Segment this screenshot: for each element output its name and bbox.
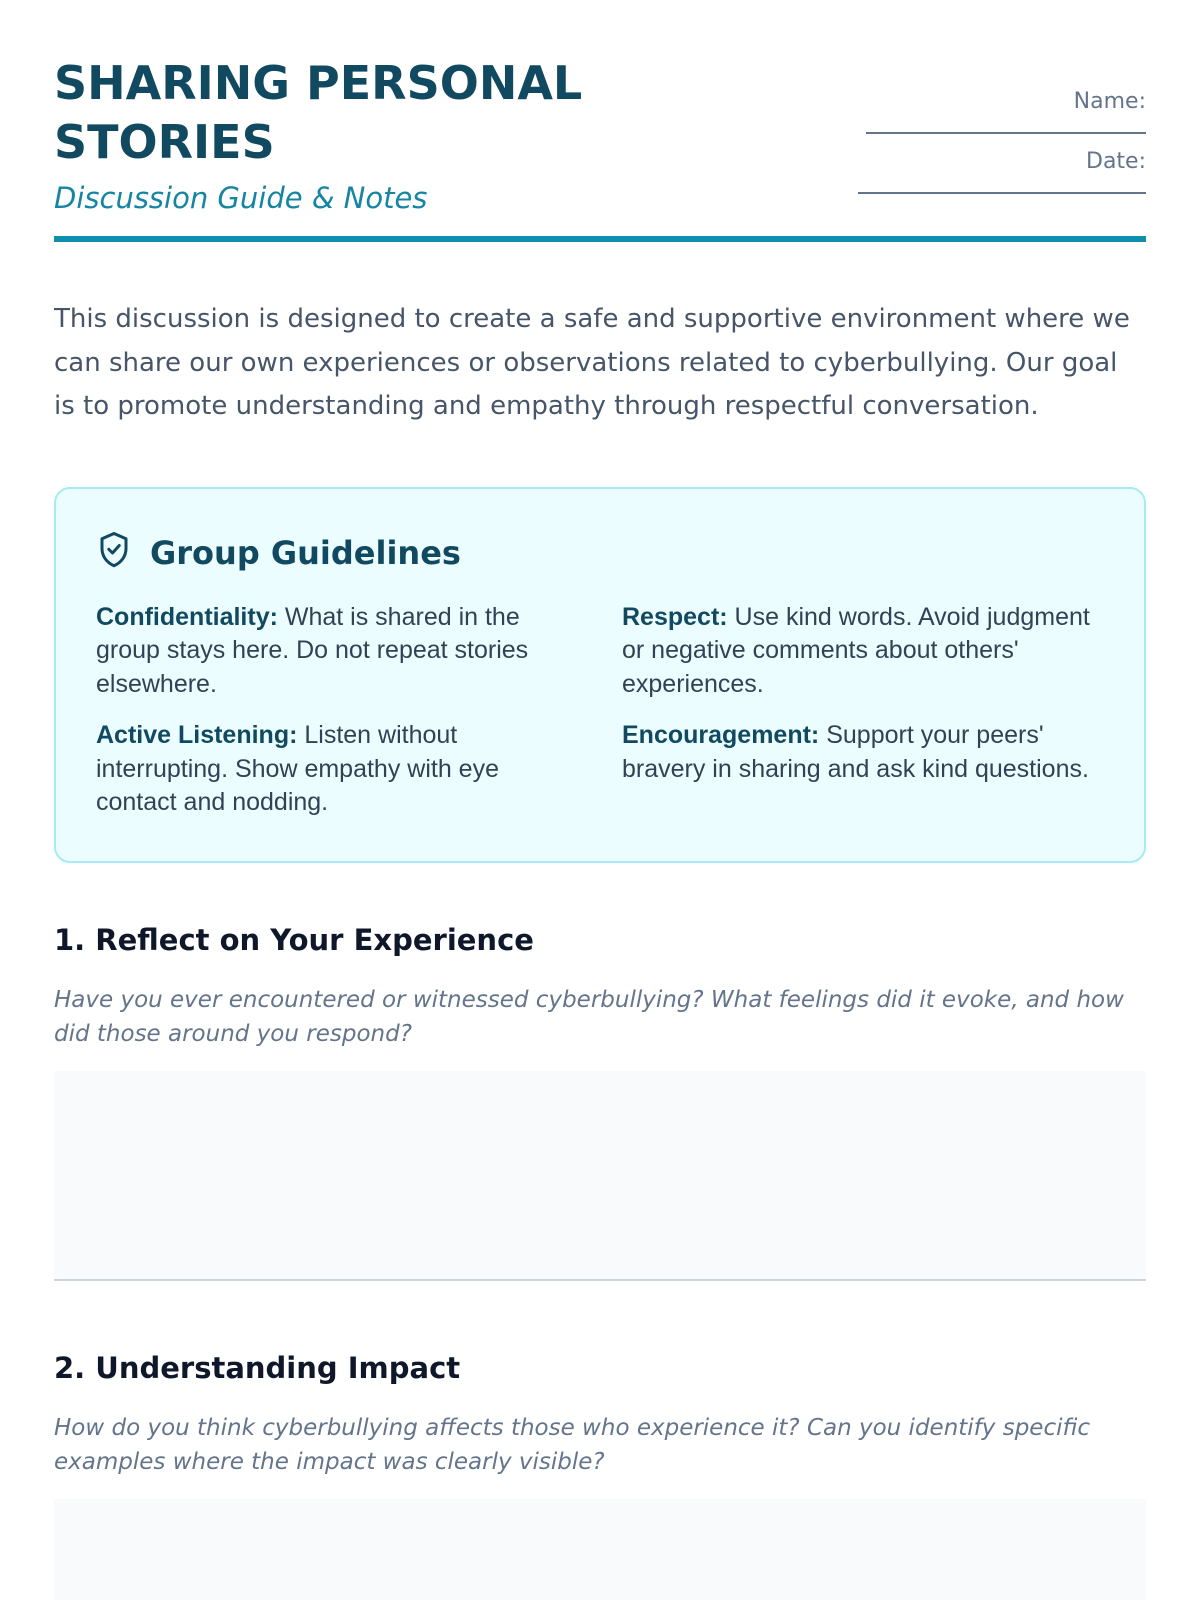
section-title: 2. Understanding Impact bbox=[54, 1350, 461, 1385]
guideline-key: Respect: bbox=[622, 602, 728, 631]
meta-fields bbox=[856, 54, 1146, 208]
section-title: 1. Reflect on Your Experience bbox=[54, 922, 534, 957]
guideline-text: Support your peers' bravery in sharing and ask kind questions. bbox=[622, 721, 1089, 783]
name-field[interactable] bbox=[866, 124, 1146, 134]
guideline-text: Listen without interrupting. Show empathy with eye contact and nodding. bbox=[96, 721, 499, 816]
guideline-key: Encouragement: bbox=[622, 721, 820, 749]
answer-area[interactable] bbox=[54, 1499, 1146, 1600]
guideline-text: What is shared in the group stays here. Do not repeat stories elsewhere. bbox=[96, 602, 529, 698]
intro-paragraph: This discussion is designed to create a safe and supportive environment where we can share our own experiences or observations related to cyberbullying. Our goal is to promote understanding and empathy through respectful conversation. bbox=[54, 304, 1130, 421]
section-prompt: How do you think cyberbullying affects those who experience it? Can you identify specific examples where the impact was clearly visible? bbox=[54, 1414, 1090, 1475]
title-block bbox=[54, 54, 754, 216]
page-title: SHARING PERSONAL STORIES bbox=[54, 56, 583, 169]
guideline-active-listening bbox=[96, 719, 578, 820]
section-understanding-impact bbox=[54, 1349, 1146, 1600]
page-subtitle: Discussion Guide & Notes bbox=[54, 181, 428, 215]
name-label: Name: bbox=[1073, 89, 1146, 114]
guidelines-grid bbox=[96, 601, 1104, 820]
guideline-encouragement bbox=[622, 719, 1104, 820]
date-label: Date: bbox=[1086, 149, 1146, 174]
guideline-text: Use kind words. Avoid judgment or negative comments about others' experiences. bbox=[622, 602, 1090, 698]
answer-area[interactable] bbox=[54, 1071, 1146, 1281]
shield-check-icon bbox=[96, 530, 150, 575]
section-reflect-experience bbox=[54, 921, 1146, 1281]
guideline-confidentiality bbox=[96, 601, 578, 702]
guidelines-header bbox=[96, 527, 1104, 579]
guidelines-title: Group Guidelines bbox=[150, 533, 461, 572]
guideline-respect bbox=[622, 601, 1104, 702]
date-field[interactable] bbox=[858, 184, 1146, 194]
group-guidelines-box bbox=[54, 487, 1146, 863]
page-header bbox=[54, 54, 1146, 242]
guideline-key: Active Listening: bbox=[96, 721, 298, 749]
guideline-key: Confidentiality: bbox=[96, 602, 278, 631]
section-prompt: Have you ever encountered or witnessed cyberbullying? What feelings did it evoke, and how did those around you respond? bbox=[54, 986, 1124, 1047]
